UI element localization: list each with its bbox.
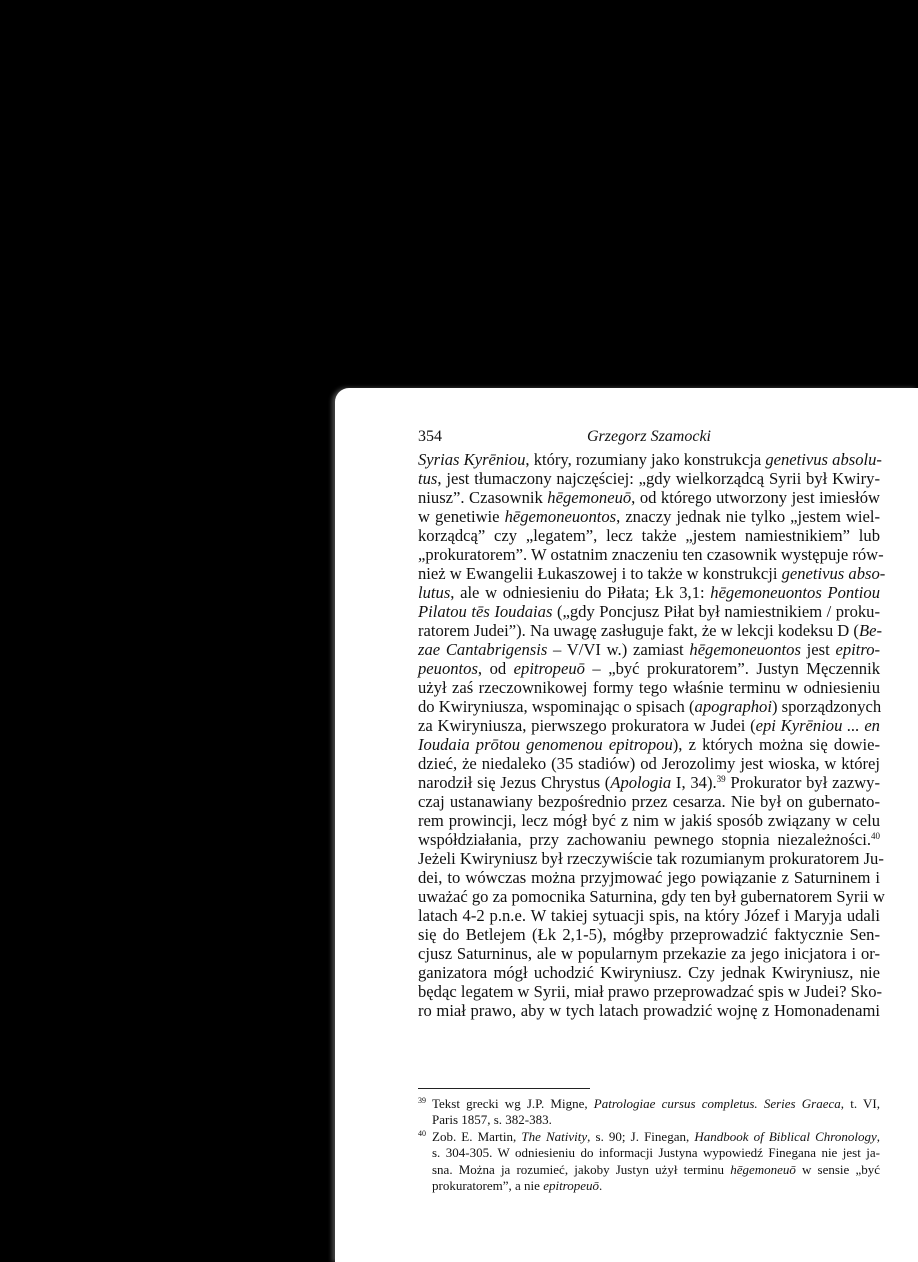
running-header [418, 428, 880, 448]
text-line [418, 450, 880, 469]
italic-text: hēgemoneuō [730, 1161, 796, 1177]
text-line [418, 564, 886, 583]
italic-text: The Nativity [521, 1128, 588, 1144]
italic-text: Syrias Kyrēniou [418, 450, 526, 469]
footnote-reference: 40 [871, 831, 880, 841]
text-run: , od którego utworzony jest imiesłów [631, 488, 880, 507]
text-run: I, 34). [671, 773, 717, 792]
text-line [418, 469, 880, 488]
text-run: jest [800, 640, 836, 659]
text-line [418, 887, 885, 906]
text-line [418, 697, 880, 716]
text-line [418, 659, 880, 678]
footnote-reference: 39 [716, 774, 726, 784]
footnotes [418, 1096, 880, 1194]
italic-text: lutus [418, 583, 451, 602]
text-line [418, 754, 880, 773]
text-run: ) sporządzonych [771, 697, 882, 716]
text-run: , t. VI, [840, 1096, 880, 1111]
text-run: , jest tłumaczony najczęściej: „gdy wielkorządcą Syrii był Kwiry- [437, 469, 880, 488]
footnote-divider [418, 1088, 590, 1089]
text-run: – „być prokuratorem”. Justyn Męczennik [584, 659, 880, 678]
main-text [418, 450, 886, 1020]
footnote-line [418, 1178, 880, 1194]
italic-text: hēgemoneuontos [504, 507, 617, 526]
text-run: , znaczy jednak nie tylko „jestem wiel- [616, 507, 880, 526]
text-line [418, 621, 880, 640]
text-run: współdziałania, przy zachowaniu pewnego stopnia niezależności. [418, 830, 871, 849]
text-run: Jeżeli Kwiryniusz był rzeczywiście tak rozumianym prokuratorem Ju- [418, 849, 884, 868]
italic-text: genetivus absolu- [765, 450, 882, 469]
text-run: cjusz Saturninus, ale w popularnym przekazie za jego inicjatora i or- [418, 944, 880, 963]
text-run: ganizatora mógł uchodzić Kwiryniusz. Czy jednak Kwiryniusz, nie [418, 963, 880, 982]
text-run: rem prowincji, lecz mógł być z nim w jakiś sposób związany w celu [418, 811, 880, 830]
italic-text: zae Cantabrigensis [418, 640, 548, 659]
text-line [418, 925, 880, 944]
text-run: użył zaś rzeczownikowej formy tego właśnie terminu w odniesieniu [418, 678, 880, 697]
text-line [418, 773, 880, 792]
text-run: w sensie „być [795, 1161, 880, 1177]
text-line [418, 963, 880, 982]
text-line [418, 868, 880, 887]
italic-text: hēgemoneuō [547, 488, 632, 507]
text-run: „prokuratorem”. W ostatnim znaczeniu ten czasownik występuje rów- [418, 545, 884, 564]
text-run: do Kwiryniusza, wspominając o spisach ( [418, 697, 695, 716]
text-line [418, 982, 883, 1001]
italic-text: epitropeuō [543, 1177, 600, 1193]
italic-text: peuontos [418, 659, 478, 678]
text-run: za Kwiryniusza, pierwszego prokuratora w Judei ( [418, 716, 756, 735]
text-line [418, 811, 880, 830]
italic-text: tus [418, 469, 438, 488]
italic-text: Be- [858, 621, 882, 640]
text-run: – V/VI w.) zamiast [547, 640, 690, 659]
text-run: dzieć, że niedaleko (35 stadiów) od Jerozolimy jest wioska, w której [418, 754, 880, 773]
text-line [418, 678, 880, 697]
text-run: Paris 1857, s. 382-383. [432, 1112, 552, 1128]
footnote-line: $^{40}$ Zob. E. Martin, The Nativity, s. 90; J. Finegan, Handbook of Biblical Chronology, [418, 1128, 880, 1144]
text-line [418, 640, 880, 659]
text-line [418, 1001, 880, 1020]
text-line [418, 716, 880, 735]
text-run: („gdy Poncjusz Piłat był namiestnikiem / proku- [552, 602, 881, 621]
italic-text: Pilatou tēs Ioudaias [418, 602, 553, 621]
text-run: czaj ustanawiany bezpośrednio przez cesarza. Nie był on gubernato- [418, 792, 880, 811]
text-line [418, 507, 880, 526]
text-run: , [876, 1128, 880, 1144]
footnote-line: $^{39}$ Tekst grecki wg J.P. Migne, Patrologiae cursus completus. Series Graeca, t. VI, [418, 1096, 880, 1111]
italic-text: Apologia [610, 773, 672, 792]
text-run: nież w Ewangelii Łukaszowej i to także w konstrukcji [418, 564, 782, 583]
text-run: , od [477, 659, 514, 678]
running-header-author: Grzegorz Szamocki [587, 428, 711, 445]
text-run: . [599, 1177, 603, 1193]
text-run: , s. 90; J. Finegan, [587, 1128, 695, 1144]
italic-text: Handbook of Biblical Chronology [694, 1128, 877, 1144]
italic-text: Ioudaia prōtou genomenou epitropou [418, 735, 673, 754]
footnote-line [418, 1145, 880, 1161]
text-run: prokuratorem”, a nie [432, 1177, 544, 1193]
text-line [418, 545, 884, 564]
italic-text: hēgemoneuontos [689, 640, 801, 659]
text-run: ro miał prawo, aby w tych latach prowadzić wojnę z Homonadenami [418, 1001, 880, 1020]
text-line [418, 944, 880, 963]
text-run: Prokurator był zazwy- [725, 773, 880, 792]
text-line [418, 830, 880, 849]
italic-text: apographoi [694, 697, 772, 716]
text-run: niusz”. Czasownik [418, 488, 548, 507]
italic-text: hēgemoneuontos Pontiou [710, 583, 880, 602]
text-run: , ale w odniesieniu do Piłata; Łk 3,1: [450, 583, 711, 602]
italic-text: epi Kyrēniou ... en [755, 716, 880, 735]
italic-text: Patrologiae cursus completus. Series Graeca [593, 1096, 841, 1111]
italic-text: genetivus abso- [781, 564, 886, 583]
italic-text: epitro- [835, 640, 881, 659]
text-run: sna. Można ja rozumieć, jakoby Justyn użył terminu [432, 1161, 731, 1177]
text-run: ratorem Judei”). Na uwagę zasługuje fakt, że w lekcji kodeksu D ( [418, 621, 859, 640]
text-line [418, 849, 884, 868]
text-run: ), z których można się dowie- [672, 735, 880, 754]
footnote-line [418, 1112, 880, 1128]
text-line [418, 906, 880, 925]
text-run: w genetiwie [418, 507, 505, 526]
text-run: s. 304-305. W odniesieniu do informacji Justyna wypowiedź Finegana nie jest ja- [432, 1145, 880, 1161]
footnote-line [418, 1162, 880, 1178]
text-run: latach 4-2 p.n.e. W takiej sytuacji spis, na który Józef i Maryja udali [418, 906, 880, 925]
text-run: korządcą” czy „legatem”, lecz także „jestem namiestnikiem” lub [418, 526, 880, 545]
text-line [418, 602, 880, 621]
text-run: narodził się Jezus Chrystus ( [418, 773, 611, 792]
text-line [418, 526, 880, 545]
text-run: uważać go za pomocnika Saturnina, gdy ten był gubernatorem Syrii w [418, 887, 885, 906]
text-line [418, 735, 880, 754]
text-run: Zob. E. Martin, [432, 1128, 522, 1144]
text-run: się do Betlejem (Łk 2,1-5), mógłby przeprowadzić faktycznie Sen- [418, 925, 880, 944]
text-run: , który, rozumiany jako konstrukcja [525, 450, 766, 469]
text-line [418, 792, 880, 811]
text-run: Tekst grecki wg J.P. Migne, [432, 1096, 594, 1111]
text-run: dei, to wówczas można przyjmować jego powiązanie z Saturninem i [418, 868, 880, 887]
page-number: 354 [418, 428, 442, 445]
text-line [418, 583, 880, 602]
italic-text: epitropeuō [513, 659, 585, 678]
text-line [418, 488, 880, 507]
text-run: będąc legatem w Syrii, miał prawo przeprowadzać spis w Judei? Sko- [418, 982, 883, 1001]
